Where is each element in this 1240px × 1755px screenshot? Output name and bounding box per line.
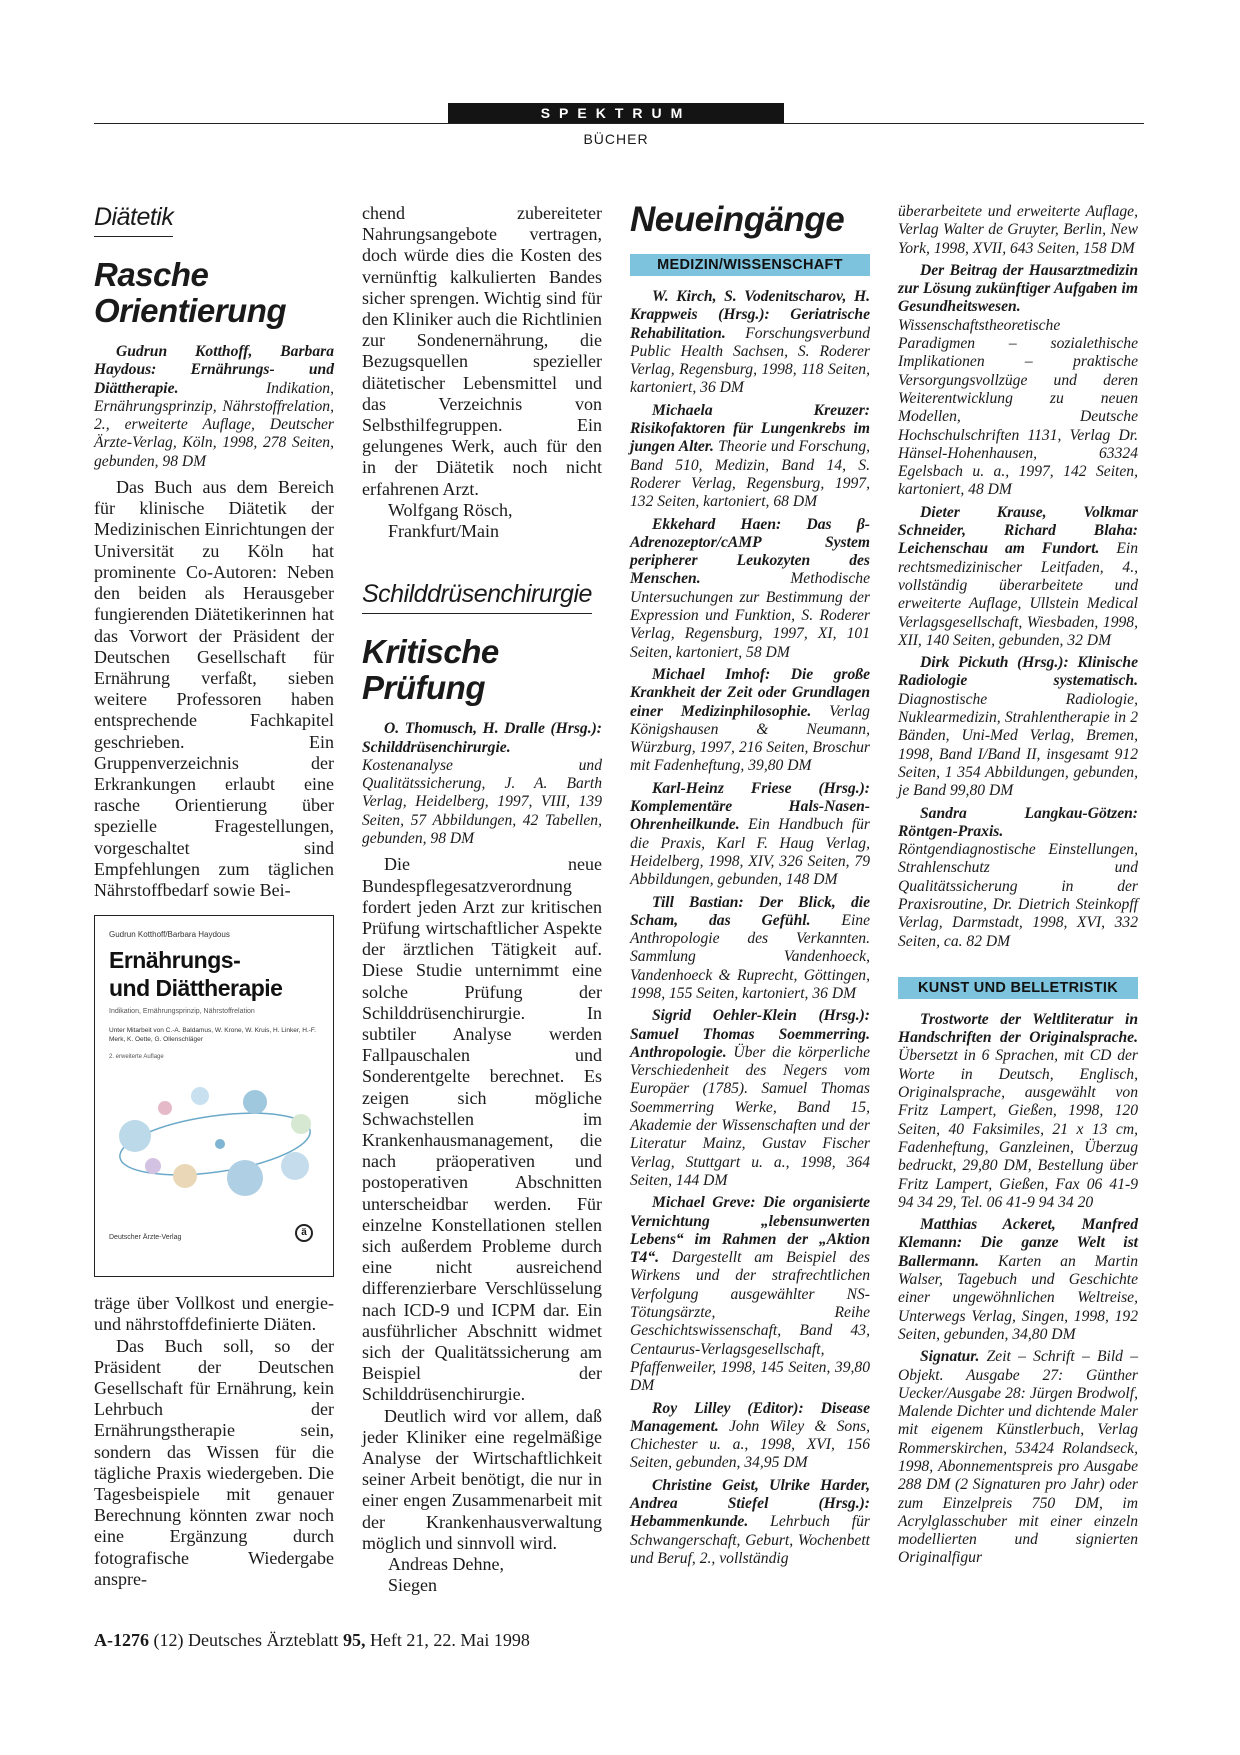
book-entry-details: Wissenschaftstheoretische Paradigmen – sozialethische Implikationen – praktische Versorgungsvollzüge und deren Weiterentwicklung zu neuen Modellen, Deutsche Hochschulschriften 1131, Verlag Dr. Hänsel-Hohenhausen, 63324 Egelsbach u. a., 1997, 142 Seiten, kartoniert, 48 DM (898, 316, 1138, 499)
book-entry-details: Forschungsverbund Public Health Sachsen, S. Roderer Verlag, Regensburg, 1998, 118 Seiten, kartoniert, 36 DM (630, 324, 870, 397)
cover-subtitle: Indikation, Ernährungsprinzip, Nährstoffrelation (109, 1008, 255, 1016)
review-paragraph: träge über Vollkost und energie- und nährstoffdefinierte Diäten. (94, 1293, 334, 1335)
book-entry-title: Sigrid Oehler-Klein (Hrsg.): Samuel Thomas Soemmerring. Anthropologie. (630, 1007, 870, 1061)
book-entry-title: Christine Geist, Ulrike Harder, Andrea Stiefel (Hrsg.): Hebammenkunde. (630, 1476, 870, 1531)
book-entry (898, 1348, 1138, 1568)
book-entry-title: Sandra Langkau-Götzen: Röntgen-Praxis. (898, 804, 1138, 840)
category-bar-kunst: KUNST UND BELLETRISTIK (898, 977, 1138, 999)
book-entry (630, 666, 870, 776)
book-entry-details: Zeit – Schrift – Bild – Objekt. Ausgabe 27: Günther Uecker/Ausgabe 28: Jürgen Brodwolf, Malende Dichter und dichtende Maler mit eigenem Künstlerbuch, Verlag Rommerskirchen, 53424 Rolandseck, 1998, Abonnementspreis pro Ausgabe 288 DM (2 Signaturen pro Jahr) oder zum Einzelpreis 750 DM, im Acrylglasschuber mit einer einzeln modellierten und signierten Originalfigur (898, 1348, 1138, 1567)
new-arrivals-list (630, 288, 870, 1568)
book-entry-title: Der Beitrag der Hausarztmedizin zur Lösung zukünftiger Aufgaben im Gesundheitswesen. (898, 261, 1138, 316)
book-entry-title: W. Kirch, S. Vodenitscharov, H. Krappweis (Hrsg.): Geriatrische Rehabilitation. (630, 288, 870, 342)
reviewer-name: Andreas Dehne, (388, 1554, 504, 1575)
book-entry-details: Theorie und Forschung, Band 510, Medizin, Band 14, S. Roderer Verlag, Regensburg, 1997, 132 Seiten, kartoniert, 68 DM (630, 438, 871, 511)
book-entry-details: Ein rechtsmedizinischer Leitfaden, 4., vollständig überarbeitete und erweiterte Auflage, Ullstein Medical Verlagsgesellschaft, Wiesbaden, 1998, XII, 140 Seiten, gebunden, 32 DM (898, 540, 1138, 649)
category-bar-medizin: MEDIZIN/WISSENSCHAFT (630, 254, 870, 276)
book-entry-details: Methodische Untersuchungen zur Bestimmung der Expression und Funktion, S. Roderer Verlag, Regensburg, 1997, XI, 101 Seiten, kartoniert, 58 DM (630, 570, 870, 661)
book-entry-details: Dargestellt am Beispiel des Wirkens und der strafrechtlichen Verfolgung ausgewählter NS-Tötungsärzte, Reihe Geschichtswissenschaft, Band 43, Centaurus-Verlagsgesellschaft, Pfaffenweiler, 1998, 145 Seiten, 39,80 DM (630, 1249, 870, 1395)
book-entry (630, 1007, 870, 1190)
book-entry-details: überarbeitete und erweiterte Auflage, Verlag Walter de Gruyter, Berlin, New York, 1998, XVII, 643 Seiten, 158 DM (898, 203, 1138, 257)
review-paragraph: chend zubereiteter Nahrungsangebote vertragen, doch würde dies die Kosten des vernünftig kalkulierten Bandes sicher sprengen. Wichtig sind für den Kliniker auch die Richtlinien zur Sondenernährung, die Bezugsquellen spezieller diätetischer Lebensmittel und das Verzeichnis von Selbsthilfegruppen. Ein gelungenes Werk, auch für den in der Diätetik noch nicht erfahrenen Arzt. (362, 203, 602, 499)
cover-title-line: und Diättherapie (109, 975, 283, 1002)
book-entry (898, 504, 1138, 650)
cover-contributors: Unter Mitarbeit von C.-A. Baldamus, W. Krone, W. Kruis, H. Linker, H.-F. Merk, K. Oette, G. Ollenschläger (109, 1027, 316, 1044)
book-entry (630, 516, 870, 662)
citation-rest: Kostenanalyse und Qualitätssicherung, J. A. Barth Verlag, Heidelberg, 1997, VIII, 139 Seiten, 57 Abbildungen, 42 Tabellen, gebunden, 98 DM (362, 756, 602, 848)
review-paragraph: Das Buch aus dem Bereich für klinische Diätetik der Medizinischen Einrichtungen der Universität zu Köln hat prominente Co-Autoren: Neben den beiden als Herausgeber fungierenden Diätetikerinnen hat das Vorwort der Präsident der Deutschen Gesellschaft für Ernährung verfaßt, sieben weitere Professoren haben entsprechende Fachkapitel geschrieben. Ein Gruppenverzeichnis der Erkrankungen erlaubt eine rasche Orientierung über spezielle Fragestellungen, vorgeschaltet sind Empfehlungen zum täglichen Nährstoffbedarf sowie Bei- (94, 477, 334, 900)
review-paragraph: Die neue Bundespflegesatzverordnung fordert jeden Arzt zur kritischen Prüfung wirtschaftlicher Aspekte der ärztlichen Tätigkeit auf. Diese Studie unternimmt eine solche Prüfung der Schilddrüsenchirurgie. In subtiler Analyse werden Fallpauschalen und Sonderentgelte berechnet. Es zeigen sich mögliche Schwachstellen im Krankenhausmanagement, die nach präoperativen und postoperativen Abschnitten unterscheidbar werden. Für einzelne Konstellationen stellen sich außerdem Probleme durch eine nicht ausreichend differenzierbare Verschlüsselung nach ICD-9 und ICPM dar. Ein ausführlicher Abschnitt widmet sich der Qualitätssicherung am Beispiel der Schilddrüsenchirurgie. (362, 854, 602, 1405)
book-entry-details: Lehrbuch für Schwangerschaft, Geburt, Wochenbett und Beruf, 2., vollständig (630, 1513, 870, 1567)
book-entry-title: Michael Imhof: Die große Krankheit der Zeit oder Grundlagen einer Medizinphilosophie. (630, 665, 870, 720)
book-entry (898, 1216, 1138, 1344)
book-entry-title: Michael Greve: Die organisierte Vernichtung „lebensunwerten Lebens“ im Rahmen der „Aktion T4“. (630, 1194, 870, 1267)
book-entry (898, 1011, 1138, 1212)
reviewer-city: Frankfurt/Main (388, 521, 499, 542)
volume-number: 95, (342, 1630, 366, 1650)
book-entry (630, 1194, 870, 1395)
book-entry-title: Dieter Krause, Volkmar Schneider, Richard Blaha: Leichenschau am Fundort. (898, 503, 1138, 558)
book-entry-details: Eine Anthropologie des Verkannten. Sammlung Vandenhoeck, Vandenhoeck & Ruprecht, Göttingen, 1998, 155 Seiten, kartoniert, 36 DM (630, 911, 870, 1002)
headline-neueingaenge: Neueingänge (630, 200, 845, 239)
reviewer-name: Wolfgang Rösch, (388, 499, 513, 520)
publisher-logo-icon: ä (295, 1224, 313, 1242)
new-arrivals-list (898, 203, 1138, 951)
new-arrivals-list (898, 1011, 1138, 1568)
book-entry (898, 805, 1138, 951)
issue-date: Heft 21, 22. Mai 1998 (365, 1630, 530, 1650)
cover-authors: Gudrun Kotthoff/Barbara Haydous (109, 930, 230, 940)
headline-rasche-orientierung: Rasche Orientierung (94, 256, 287, 329)
citation-rest: Indikation, Ernährungsprinzip, Nährstoffrelation, 2., erweiterte Auflage, Deutscher Ärzte-Verlag, Köln, 1998, 278 Seiten, gebunden, 98 DM (94, 379, 334, 470)
book-entry (630, 894, 870, 1004)
reviewer-city: Siegen (388, 1575, 437, 1596)
cover-edition: 2. erweiterte Auflage (109, 1054, 164, 1061)
book-entry (630, 780, 870, 890)
book-entry-title: Michaela Kreuzer: Risikofaktoren für Lungenkrebs im jungen Alter. (630, 401, 870, 456)
cover-molecule-illustration (105, 1066, 325, 1216)
book-entry-title: Matthias Ackeret, Manfred Klemann: Die ganze Welt ist Ballermann. (898, 1216, 1138, 1270)
book-entry (630, 1400, 870, 1473)
book-entry (630, 288, 870, 398)
book-entry-title: Karl-Heinz Friese (Hrsg.): Komplementäre Hals-Nasen-Ohrenheilkunde. (630, 779, 870, 834)
page-footer (94, 1630, 530, 1651)
book-entry-details: Diagnostische Radiologie, Nuklearmedizin, Strahlentherapie in 2 Bänden, Uni-Med Verlag, Bremen, 1998, Band I/Band II, insgesamt 912 Seiten, 1 354 Abbildungen, gebunden, je Band 99,80 DM (898, 690, 1138, 800)
book-entry-title: Till Bastian: Der Blick, die Scham, das Gefühl. (630, 893, 870, 929)
cover-title-line: Ernährungs- (109, 947, 241, 974)
book-entry-title: Trostworte der Weltliteratur in Handschriften der Originalsprache. (898, 1010, 1138, 1047)
book-entry-details: Verlag Königshausen & Neumann, Würzburg, 1997, 216 Seiten, Broschur mit Fadenheftung, 39,80 DM (630, 702, 870, 775)
subsection-title: BÜCHER (583, 131, 649, 147)
book-entry-details: Karten an Martin Walser, Tagebuch und Geschichte einer ungewöhnlichen Weltreise, Unterwegs Verlag, Singen, 1998, 192 Seiten, gebunden, 34,80 DM (898, 1252, 1138, 1343)
book-entry-title: Ekkehard Haen: Das β-Adrenozeptor/cAMP System peripherer Leukozyten des Menschen. (630, 515, 870, 588)
column-2 (362, 203, 602, 1596)
book-entry-details: Röntgendiagnostische Einstellungen, Strahlenschutz und Qualitätssicherung in der Praxisroutine, Dr. Dietrich Steinkopff Verlag, Darmstadt, 1998, XVI, 332 Seiten, ca. 82 DM (898, 841, 1138, 950)
book-entry-title: Signatur. (920, 1348, 980, 1366)
column-3 (630, 200, 870, 1572)
issue-info: (12) Deutsches Ärzteblatt (149, 1630, 343, 1650)
book-entry-details: Über die körperliche Verschiedenheit des Negers vom Europäer (1785). Samuel Thomas Soemmerring Werke, Band 15, Akademie der Wissenschaften und der Literatur Mainz, Gustav Fischer Verlag, Stuttgart u. a., 1998, 364 Seiten, 144 DM (630, 1043, 870, 1189)
book-entry-details: John Wiley & Sons, Chichester u. a., 1998, XVI, 156 Seiten, gebunden, 34,95 DM (630, 1417, 870, 1472)
citation-bold: O. Thomusch, H. Dralle (Hrsg.): Schilddrüsenchirurgie. (362, 720, 602, 756)
book-entry (898, 654, 1138, 800)
book-entry-details: Übersetzt in 6 Sprachen, mit CD der Worte in Deutsch, Englisch, Originalsprache, ausgewählt von Fritz Lampert, Gießen, 1998, 120 Seiten, 40 Faksimiles, 21 x 13 cm, Fadenheftung, Ganzleinen, Überzug bedruckt, 29,80 DM, Bestellung über Fritz Lampert, Gießen, Fax 06 41-9 94 34 29, Tel. 06 41-9 94 34 20 (898, 1047, 1138, 1211)
headline-kritische-pruefung: Kritische Prüfung (362, 633, 499, 707)
kicker-diaetetik: Diätetik (94, 203, 173, 237)
book-cover-image (94, 915, 334, 1277)
book-entry-title: Dirk Pickuth (Hrsg.): Klinische Radiologie systematisch. (898, 654, 1138, 690)
book-citation (362, 720, 602, 848)
column-4 (898, 203, 1138, 1572)
review-paragraph: Deutlich wird vor allem, daß jeder Kliniker eine regelmäßige Analyse der Wirtschaftlichkeit seiner Arbeit benötigt, die nur in einer engen Zusammenarbeit mit der Krankenhausverwaltung möglich und sinnvoll wird. (362, 1405, 602, 1553)
section-title: SPEKTRUM (540, 105, 692, 121)
book-citation (94, 343, 334, 471)
cover-title (109, 946, 282, 1002)
book-entry (630, 1477, 870, 1568)
book-entry-title: Roy Lilley (Editor): Disease Management. (630, 1399, 870, 1435)
page-number: A-1276 (94, 1630, 149, 1650)
book-entry (898, 262, 1138, 500)
book-entry (898, 203, 1138, 258)
kicker-schilddruesenchirurgie: Schilddrüsenchirurgie (362, 580, 592, 614)
book-entry (630, 402, 870, 512)
section-header-bar (448, 103, 784, 123)
column-1 (94, 203, 334, 1590)
cover-publisher: Deutscher Ärzte-Verlag (109, 1234, 182, 1242)
citation-bold: Gudrun Kotthoff, Barbara Haydous: Ernährungs- und Diättherapie. (94, 343, 334, 397)
header-rule (94, 123, 1144, 124)
review-paragraph: Das Buch soll, so der Präsident der Deutschen Gesellschaft für Ernährung, kein Lehrbuch der Ernährungstherapie sein, sondern das Wissen für die tägliche Praxis wiedergeben. Die Tagesbeispiele mit genauer Berechnung könnten zwar noch eine Ergänzung durch fotografische Wiedergabe anspre- (94, 1335, 334, 1589)
book-entry-details: Ein Handbuch für die Praxis, Karl F. Haug Verlag, Heidelberg, 1998, XIV, 326 Seiten, 79 Abbildungen, gebunden, 148 DM (630, 816, 870, 889)
